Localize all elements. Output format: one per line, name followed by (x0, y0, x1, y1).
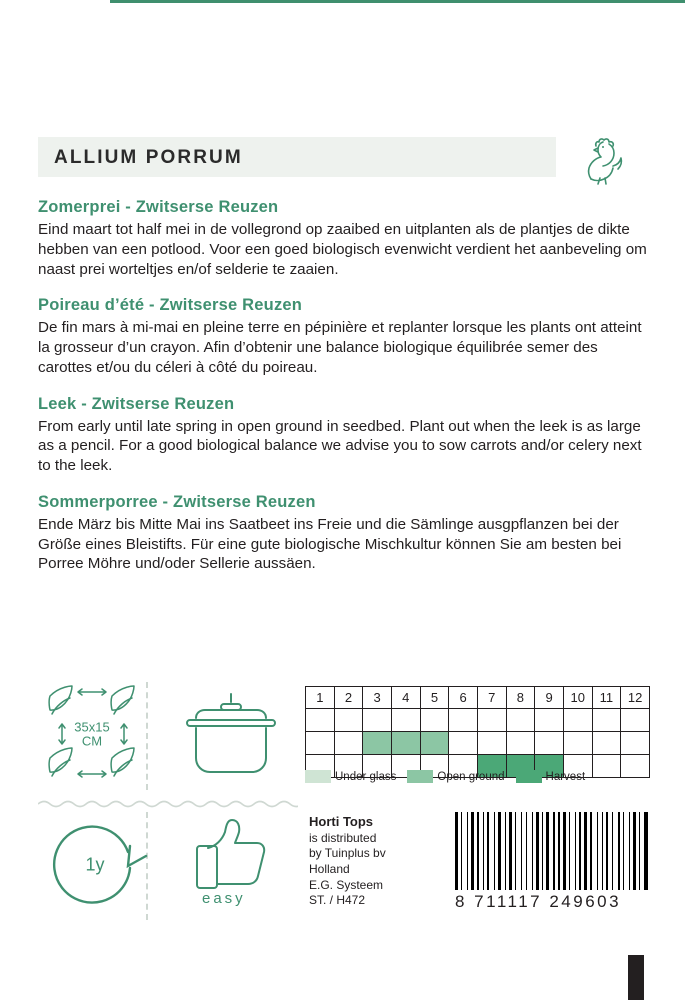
barcode-bar (483, 812, 484, 890)
month-header: 12 (621, 687, 650, 709)
description-heading-de: Sommerporree - Zwitserse Reuzen (38, 492, 316, 511)
company-name: Horti Tops (309, 814, 374, 829)
description-heading-fr: Poireau d’été - Zwitserse Reuzen (38, 296, 303, 315)
barcode-bar (602, 812, 603, 890)
month-header: 11 (592, 687, 621, 709)
barcode-bar (584, 812, 587, 890)
description-blocks (38, 198, 650, 591)
month-header: 5 (420, 687, 449, 709)
wavy-divider (38, 796, 298, 806)
barcode-bar (618, 812, 620, 890)
thumbs-up-easy-icon (182, 812, 292, 920)
cooking-pan-icon (176, 688, 286, 783)
calendar-cell (334, 732, 363, 755)
page-title: ALLIUM PORRUM (54, 147, 243, 168)
calendar-cell (391, 709, 420, 732)
calendar-cell (363, 709, 392, 732)
barcode-bar (612, 812, 613, 890)
calendar-cell (477, 709, 506, 732)
calendar-cell (449, 709, 478, 732)
barcode-bar (629, 812, 630, 890)
month-header: 10 (563, 687, 592, 709)
description-body-de: Ende März bis Mitte Mai ins Saatbeet ins Freie und die Sämlinge ausgpflanzen bei der Größe eines Bleistifts. Für eine gute biologische Mischkultur können Sie am besten bei Porree Möhre und/oder Sellerie aussäen. (38, 515, 622, 573)
table-row (306, 687, 650, 709)
calendar-cell (506, 709, 535, 732)
company-line-6: ST. / H472 (309, 893, 366, 908)
month-header: 2 (334, 687, 363, 709)
icon-divider-top (146, 682, 148, 790)
calendar-cell-open-ground (363, 732, 392, 755)
month-header: 7 (477, 687, 506, 709)
one-year-label: 1y (85, 854, 105, 874)
calendar-cell (563, 732, 592, 755)
barcode-bar (471, 812, 474, 890)
barcode-bar (455, 812, 458, 890)
company-info (309, 814, 386, 909)
calendar-cell (621, 732, 650, 755)
description-block-de (38, 493, 650, 574)
company-line-3: by Tuinplus bv (309, 846, 386, 861)
top-rule (110, 0, 685, 3)
month-header: 6 (449, 687, 478, 709)
description-body-fr: De fin mars à mi-mai en pleine terre en pépinière et replanter lorsque les plants ont atteint la grosseur d’un crayon. Afin d’obtenir une balance biologique équilibrée semer des carottes et/ou du céleri à côté du poireau. (38, 319, 642, 376)
month-header: 4 (391, 687, 420, 709)
table-row (306, 709, 650, 732)
calendar-cell (477, 732, 506, 755)
description-body-en: From early until late spring in open ground in seedbed. Plant out when the leek is as large as a pencil. For a good biological balance we advise you to sow carrots and/or celery next to the leek. (38, 417, 642, 474)
plant-spacing-value: 35x15 (74, 719, 110, 735)
legend-item-open-ground (407, 770, 504, 783)
bottom-crop-mark (628, 955, 644, 1000)
calendar-cell (449, 732, 478, 755)
calendar-cell-open-ground (420, 732, 449, 755)
barcode-bar (467, 812, 468, 890)
company-line-5: E.G. Systeem (309, 877, 384, 892)
description-heading-en: Leek - Zwitserse Reuzen (38, 394, 235, 413)
barcode-bar (563, 812, 566, 890)
description-heading-nl: Zomerprei - Zwitserse Reuzen (38, 198, 279, 216)
calendar-cell (306, 709, 335, 732)
month-header: 9 (535, 687, 564, 709)
barcode-bar (575, 812, 576, 890)
barcode-bar (532, 812, 533, 890)
barcode-bar (623, 812, 624, 890)
calendar-cell (535, 732, 564, 755)
barcode-bar (633, 812, 636, 890)
barcode-bar (509, 812, 512, 890)
one-year-cycle-icon (40, 812, 150, 917)
calendar-cell (334, 709, 363, 732)
description-body-nl: Eind maart tot half mei in de vollegrond op zaaibed en uitplanten als de plantjes de dikte hebben van een potlood. Voor een goed biologisch evenwicht verdient het aanbeveling om naast prei worteltjes en/of selderie te zaaien. (38, 221, 647, 278)
legend-swatch-harvest (516, 770, 542, 783)
barcode-bar (606, 812, 608, 890)
company-line-4: Holland (309, 862, 350, 877)
barcode-bar (542, 812, 543, 890)
barcode-bar (579, 812, 581, 890)
barcode-digits: 8 711117 249603 (455, 892, 622, 911)
barcode-bar (536, 812, 538, 890)
barcode-bar (526, 812, 527, 890)
description-block-nl (38, 198, 650, 279)
sowing-calendar (305, 686, 650, 778)
calendar-legend (305, 770, 650, 783)
barcode-bar (487, 812, 489, 890)
legend-label-under-glass: Under glass (335, 770, 397, 783)
easy-label: easy (202, 890, 246, 907)
calendar-cell (506, 732, 535, 755)
company-line-2: is distributed (309, 830, 377, 845)
sowing-calendar-table (305, 686, 650, 778)
calendar-cell (621, 709, 650, 732)
rooster-icon (572, 130, 632, 186)
plant-spacing-icon (40, 680, 144, 788)
barcode-bar (521, 812, 522, 890)
description-block-fr (38, 296, 650, 377)
barcode-bar (553, 812, 554, 890)
calendar-cell (306, 732, 335, 755)
barcode-bars (455, 812, 655, 890)
legend-label-harvest: Harvest (545, 770, 586, 783)
barcode-bar (558, 812, 560, 890)
month-header: 1 (306, 687, 335, 709)
calendar-cell (563, 709, 592, 732)
month-header: 8 (506, 687, 535, 709)
barcode-bar (597, 812, 598, 890)
barcode-bar (546, 812, 549, 890)
plant-spacing-label (74, 720, 109, 747)
barcode-bar (505, 812, 506, 890)
description-block-en (38, 395, 650, 476)
barcode-bar (494, 812, 495, 890)
legend-item-harvest (516, 770, 586, 783)
plant-spacing-unit: CM (81, 733, 103, 748)
calendar-cell (535, 709, 564, 732)
barcode-bar (590, 812, 591, 890)
calendar-cell (592, 709, 621, 732)
barcode-bar (498, 812, 500, 890)
legend-item-under-glass (305, 770, 396, 783)
calendar-cell (592, 732, 621, 755)
barcode-bar (569, 812, 570, 890)
legend-swatch-under-glass (305, 770, 331, 783)
barcode-bar (461, 812, 462, 890)
barcode (455, 812, 655, 912)
barcode-bar (477, 812, 479, 890)
calendar-cell (420, 709, 449, 732)
barcode-bar (639, 812, 640, 890)
calendar-cell-open-ground (391, 732, 420, 755)
barcode-bar (515, 812, 516, 890)
month-header: 3 (363, 687, 392, 709)
table-row (306, 732, 650, 755)
barcode-bar (644, 812, 647, 890)
legend-swatch-open-ground (407, 770, 433, 783)
legend-label-open-ground: Open ground (437, 770, 505, 783)
